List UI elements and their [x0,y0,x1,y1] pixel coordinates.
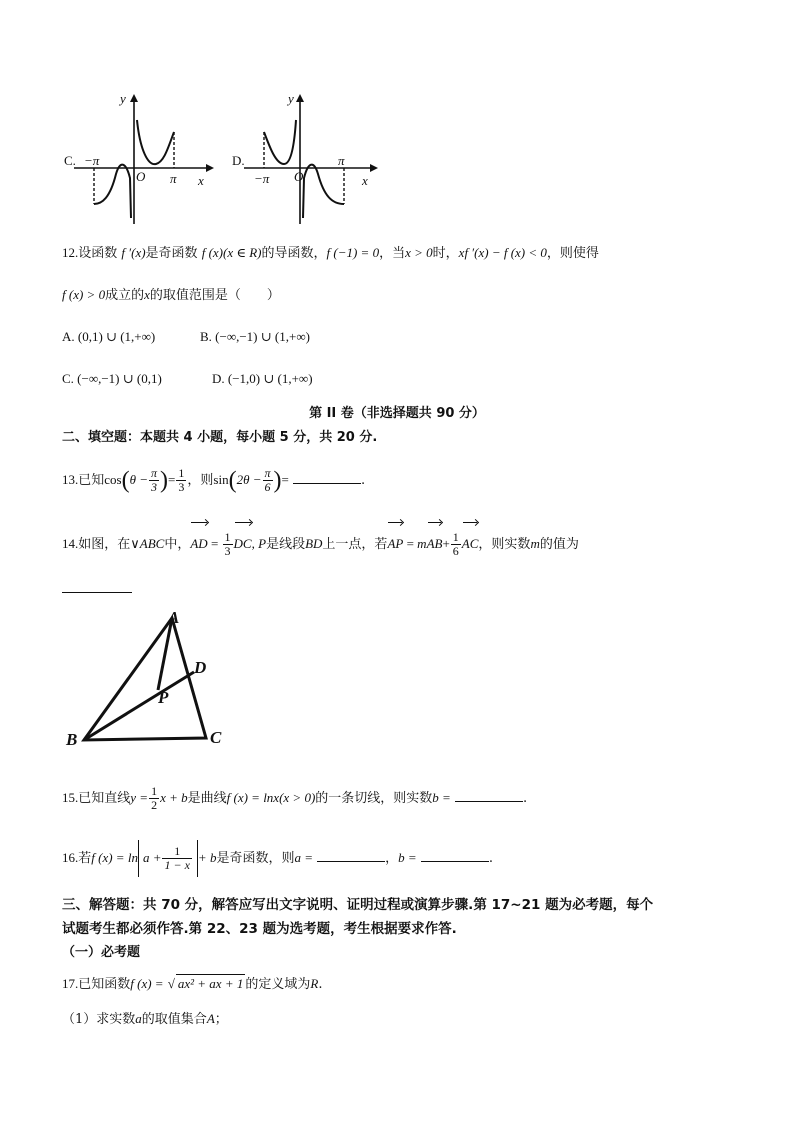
q14-segment-bd: BD [305,536,323,551]
q13-rparen-2: ) [273,467,282,494]
q17-part1-text-1: 求实数 [96,1012,136,1027]
q14-text-1: 如图，在 [78,537,131,552]
q16-frac-num: 1 [162,845,191,859]
graph-c-pi-label: π [170,171,177,186]
q13-answer-blank[interactable] [293,471,361,484]
q12-option-c[interactable] [62,370,162,388]
graph-c-origin-label: O [136,169,146,184]
q13-two-theta-minus: 2θ − [236,472,262,487]
q13-cos: cos [104,472,122,487]
q17-radicand: ax² + ax + 1 [177,976,244,991]
q15-number: 15. [62,790,79,805]
q16-a-eq: a = [294,850,313,865]
q14-frac-1-3-num: 1 [224,530,231,544]
triangle-label-b: B [66,730,78,749]
q15-answer-blank[interactable] [455,789,523,802]
q14-line1 [62,526,579,563]
triangle-label-d: D [194,658,207,677]
q13-frac-pi-3 [149,467,159,494]
q14-text-3: 是线段 [266,537,306,552]
q16-comma: ， [385,851,399,866]
q17-part1-end: ； [214,1012,228,1027]
q14-vector-dc: DC [234,526,252,562]
q12-text-6: ，则使得 [546,246,599,261]
graph-d-neg-pi-label: −π [254,171,270,186]
section3-line2: 试题考生都必须作答.第 22、23 题为选考题，考生根据要求作答. [62,921,457,937]
q16-fx-eq-ln: f (x) = ln [91,850,138,865]
q12-x-gt-0: x > 0 [405,245,433,260]
q12-text-5: 时， [432,246,459,261]
q12-number: 12. [62,245,79,260]
q12-fprime: f ′(x) [121,245,146,260]
q16-answer-blank-b[interactable] [421,849,489,862]
q13-frac-pi-6-num: π [264,466,271,480]
q12-option-b-label: B. [200,329,212,344]
q12-option-b[interactable] [200,328,310,346]
q13-frac-pi-3-den: 3 [151,480,158,494]
q14-vector-ad: AD [190,526,207,562]
q17-part1 [62,1010,228,1029]
q14-vector-ap: AP [387,526,403,562]
q15-frac-1-2 [149,785,159,812]
section3-line1: 三、解答题：共 70 分，解答应写出文字说明、证明过程或演算步骤.第 17~21 题为必考题，每个 [62,897,654,913]
q12-option-a[interactable] [62,328,155,346]
q17 [62,974,322,994]
q13-frac-1-3 [176,467,186,494]
q17-part1-text-2: 的取值集合 [141,1012,207,1027]
q17-part1-a: a [135,1011,142,1026]
q12-x: x [144,287,150,302]
q16-number: 16. [62,850,79,865]
q15-frac-1-2-num: 1 [151,784,158,798]
q12-text-8: 的取值范围是（ ） [149,288,280,303]
q12-text-4: ，当 [379,246,406,261]
q14-text-4: 上一点，若 [322,537,388,552]
q12-option-b-value: (−∞,−1) ∪ (1,+∞) [215,329,310,344]
q15-text-3: 的一条切线，则实数 [315,791,433,806]
q13-frac-1-3-num: 1 [178,466,185,480]
graph-d-y-label: y [288,91,294,106]
q12-stem-line2 [62,286,280,305]
part2-title: 第 II 卷（非选择题共 90 分） [309,406,485,421]
q14-comma-p: , P [251,536,267,551]
q12-text-3: 的导函数， [261,246,327,261]
q16-frac-den: 1 − x [164,858,190,872]
graph-d-option-label: D. [232,153,245,168]
q13 [62,462,365,499]
q14-vector-ab: AB [427,526,443,562]
q12-fx-domain: f (x)(x ∈ R) [201,245,262,260]
q12-option-c-value: (−∞,−1) ∪ (0,1) [77,371,162,386]
graph-c-neg-pi-label: −π [84,153,100,168]
q13-equals: = [168,472,176,487]
q12-option-c-label: C. [62,371,74,386]
section3-subtitle: （一）必考题 [62,945,141,960]
q12-text-7: 成立的 [105,288,145,303]
graph-c-x-label: x [198,173,204,188]
q13-frac-pi-6 [263,467,273,494]
q12-f-neg1: f (−1) = 0 [326,245,380,260]
q12-option-d[interactable] [212,370,313,388]
q16-plus-b: + b [197,850,217,865]
q14-plus: + [442,536,450,551]
q14-text-5: ，则实数 [478,537,531,552]
q16-abs-value [138,840,198,877]
q16-text-1: 若 [78,851,92,866]
graph-c-y-label: y [120,91,126,106]
triangle-label-c: C [210,728,222,747]
q14-text-6: 的值为 [539,537,579,552]
q17-number: 17. [62,976,79,991]
q14-frac-1-3 [223,531,233,558]
q12-inequality: xf ′(x) − f (x) < 0 [458,245,547,260]
q14-frac-1-6-den: 6 [452,544,459,558]
q14-frac-1-6 [451,531,461,558]
graph-d-x-label: x [362,173,368,188]
q17-r: R [310,976,319,991]
q15-x-plus-b: x + b [160,790,188,805]
q12-option-d-label: D. [212,371,225,386]
q15-frac-1-2-den: 2 [151,798,158,812]
q17-part1-set-a: A [206,1011,215,1026]
triangle-figure [62,608,242,758]
q16-b-eq: b = [398,850,417,865]
q16-end: . [488,851,493,866]
q12-option-d-value: (−1,0) ∪ (1,+∞) [227,371,313,386]
graph-d-origin-label: O [294,169,304,184]
graph-d-svg [232,88,392,228]
q15-end: . [522,791,528,806]
q14-answer-blank[interactable] [62,580,132,593]
graph-d [232,88,392,228]
q13-end: . [361,473,366,488]
q16-frac [162,845,191,872]
q17-end: . [318,977,323,992]
q14-text-2: 中， [164,537,191,552]
triangle-label-p: P [158,688,169,707]
q13-text-1: 已知 [78,473,105,488]
q13-lparen-1: ( [121,467,130,494]
q15-text-2: 是曲线 [187,791,227,806]
q13-number: 13. [62,472,79,487]
q15 [62,780,527,817]
q17-sqrt-sign: √ [167,976,175,991]
q12-stem-line1 [62,244,599,263]
q17-text-1: 已知函数 [78,977,131,992]
q16-answer-blank-a[interactable] [317,849,385,862]
q14-frac-1-6-num: 1 [452,530,459,544]
q13-text-2: ，则 [187,473,214,488]
graph-c-option-label: C. [64,153,76,168]
q14-triangle-abc: ∨ABC [130,536,165,551]
triangle-label-a: A [168,608,180,627]
q17-fx-eq: f (x) = [130,976,164,991]
q12-option-a-label: A. [62,329,75,344]
q15-y-eq: y = [130,790,149,805]
q14-vector-ac: AC [462,526,479,562]
q17-text-2: 的定义域为 [245,977,311,992]
q14-number: 14. [62,536,79,551]
q13-rparen-1: ) [160,467,169,494]
q15-b-eq: b = [432,790,451,805]
q13-theta-minus: θ − [129,472,149,487]
q12-fx-gt-0: f (x) > 0 [62,287,106,302]
q13-lparen-2: ( [228,467,237,494]
q15-curve: f (x) = lnx(x > 0) [226,790,316,805]
q14-frac-1-3-den: 3 [224,544,231,558]
graph-d-pi-label: π [338,153,345,168]
q15-text-1: 已知直线 [78,791,131,806]
q14-equals: = [207,536,222,551]
q14-coef-m: m [417,536,427,551]
q13-sin: sin [213,472,229,487]
q13-equals-2: = [281,472,289,487]
q14-equals-2: = [403,536,418,551]
q12-option-a-value: (0,1) ∪ (1,+∞) [77,329,156,344]
q14-m: m [530,536,540,551]
q13-frac-pi-3-num: π [151,466,158,480]
q16-text-2: 是奇函数，则 [216,851,295,866]
q12-text-2: 是奇函数 [145,246,198,261]
q16 [62,838,493,879]
q17-part1-label: （1） [62,1012,97,1027]
q13-frac-1-3-den: 3 [178,480,185,494]
graph-c [62,88,222,228]
q12-text-1: 设函数 [78,246,118,261]
q16-a-plus: a + [142,850,162,865]
q13-frac-pi-6-den: 6 [264,480,271,494]
section2-title: 二、填空题：本题共 4 小题，每小题 5 分，共 20 分. [62,430,378,445]
